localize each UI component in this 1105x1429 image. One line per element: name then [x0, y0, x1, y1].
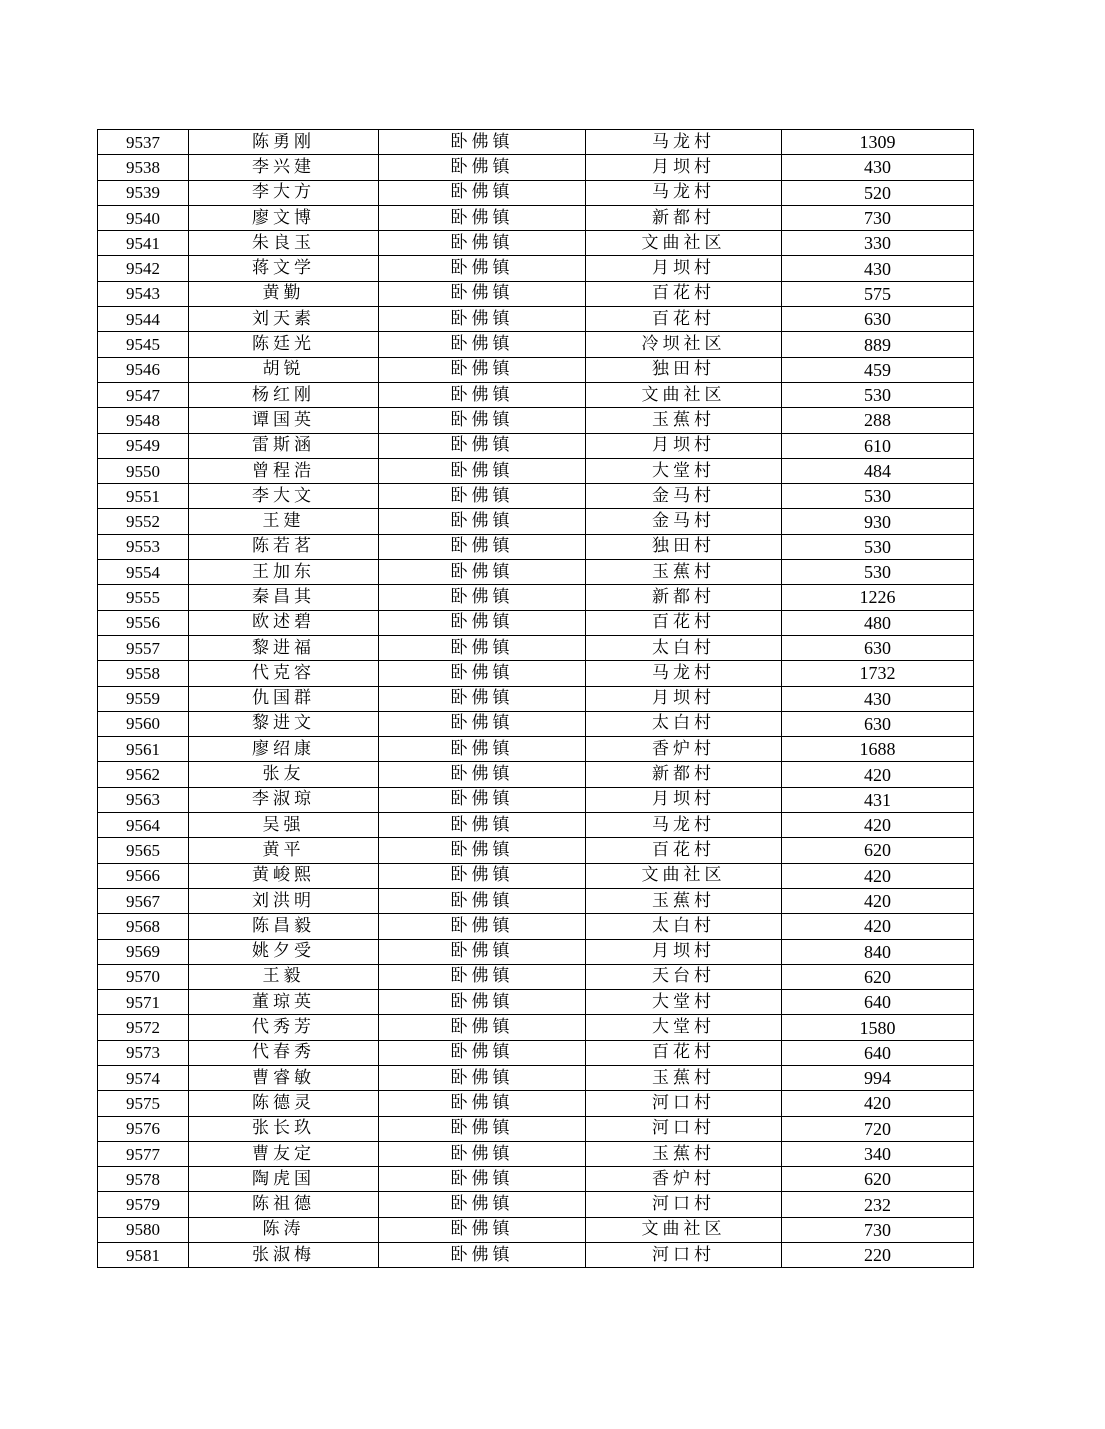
amount-cell: 340 — [782, 1141, 974, 1166]
town-cell: 卧佛镇 — [379, 534, 586, 559]
table-row — [98, 1015, 974, 1040]
town-cell: 卧佛镇 — [379, 307, 586, 332]
name-cell: 李大文 — [189, 484, 379, 509]
row-number-cell: 9557 — [98, 635, 189, 660]
table-row — [98, 256, 974, 281]
village-cell: 独田村 — [586, 357, 782, 382]
town-cell: 卧佛镇 — [379, 1040, 586, 1065]
village-cell: 文曲社区 — [586, 382, 782, 407]
town-cell: 卧佛镇 — [379, 458, 586, 483]
name-cell: 王加东 — [189, 560, 379, 585]
table-row — [98, 610, 974, 635]
row-number-cell: 9556 — [98, 610, 189, 635]
name-cell: 陈德灵 — [189, 1091, 379, 1116]
table-row — [98, 964, 974, 989]
row-number-cell: 9546 — [98, 357, 189, 382]
amount-cell: 431 — [782, 787, 974, 812]
village-cell: 大堂村 — [586, 990, 782, 1015]
town-cell: 卧佛镇 — [379, 737, 586, 762]
table-row — [98, 1116, 974, 1141]
amount-cell: 610 — [782, 433, 974, 458]
amount-cell: 288 — [782, 408, 974, 433]
village-cell: 玉蕉村 — [586, 560, 782, 585]
table-row — [98, 711, 974, 736]
amount-cell: 530 — [782, 382, 974, 407]
town-cell: 卧佛镇 — [379, 231, 586, 256]
town-cell: 卧佛镇 — [379, 686, 586, 711]
row-number-cell: 9539 — [98, 180, 189, 205]
name-cell: 蒋文学 — [189, 256, 379, 281]
table-row — [98, 205, 974, 230]
table-row — [98, 585, 974, 610]
row-number-cell: 9563 — [98, 787, 189, 812]
row-number-cell: 9566 — [98, 863, 189, 888]
row-number-cell: 9537 — [98, 130, 189, 155]
amount-cell: 720 — [782, 1116, 974, 1141]
town-cell: 卧佛镇 — [379, 863, 586, 888]
amount-cell: 630 — [782, 307, 974, 332]
town-cell: 卧佛镇 — [379, 635, 586, 660]
village-cell: 香炉村 — [586, 737, 782, 762]
table-row — [98, 1040, 974, 1065]
row-number-cell: 9568 — [98, 914, 189, 939]
village-cell: 太白村 — [586, 635, 782, 660]
row-number-cell: 9578 — [98, 1167, 189, 1192]
village-cell: 新都村 — [586, 762, 782, 787]
amount-cell: 1309 — [782, 130, 974, 155]
row-number-cell: 9549 — [98, 433, 189, 458]
amount-cell: 430 — [782, 686, 974, 711]
table-row — [98, 130, 974, 155]
table-row — [98, 1091, 974, 1116]
village-cell: 河口村 — [586, 1243, 782, 1268]
town-cell: 卧佛镇 — [379, 964, 586, 989]
table-row — [98, 863, 974, 888]
village-cell: 月坝村 — [586, 256, 782, 281]
amount-cell: 420 — [782, 1091, 974, 1116]
town-cell: 卧佛镇 — [379, 130, 586, 155]
name-cell: 雷斯涵 — [189, 433, 379, 458]
town-cell: 卧佛镇 — [379, 1141, 586, 1166]
name-cell: 陈若茗 — [189, 534, 379, 559]
village-cell: 独田村 — [586, 534, 782, 559]
name-cell: 陈廷光 — [189, 332, 379, 357]
village-cell: 月坝村 — [586, 686, 782, 711]
table-row — [98, 1141, 974, 1166]
table-row — [98, 484, 974, 509]
row-number-cell: 9572 — [98, 1015, 189, 1040]
row-number-cell: 9560 — [98, 711, 189, 736]
table-row — [98, 1065, 974, 1090]
village-cell: 金马村 — [586, 484, 782, 509]
town-cell: 卧佛镇 — [379, 357, 586, 382]
name-cell: 陈昌毅 — [189, 914, 379, 939]
village-cell: 马龙村 — [586, 180, 782, 205]
table-row — [98, 661, 974, 686]
village-cell: 马龙村 — [586, 813, 782, 838]
name-cell: 王毅 — [189, 964, 379, 989]
amount-cell: 530 — [782, 534, 974, 559]
amount-cell: 530 — [782, 560, 974, 585]
row-number-cell: 9571 — [98, 990, 189, 1015]
village-cell: 天台村 — [586, 964, 782, 989]
table-row — [98, 332, 974, 357]
table-row — [98, 357, 974, 382]
row-number-cell: 9548 — [98, 408, 189, 433]
row-number-cell: 9569 — [98, 939, 189, 964]
amount-cell: 520 — [782, 180, 974, 205]
name-cell: 黄勤 — [189, 281, 379, 306]
town-cell: 卧佛镇 — [379, 1091, 586, 1116]
table-row — [98, 686, 974, 711]
amount-cell: 330 — [782, 231, 974, 256]
amount-cell: 1732 — [782, 661, 974, 686]
town-cell: 卧佛镇 — [379, 1192, 586, 1217]
row-number-cell: 9551 — [98, 484, 189, 509]
amount-cell: 420 — [782, 914, 974, 939]
village-cell: 月坝村 — [586, 155, 782, 180]
table-row — [98, 382, 974, 407]
amount-cell: 1688 — [782, 737, 974, 762]
row-number-cell: 9543 — [98, 281, 189, 306]
row-number-cell: 9545 — [98, 332, 189, 357]
row-number-cell: 9542 — [98, 256, 189, 281]
village-cell: 香炉村 — [586, 1167, 782, 1192]
amount-cell: 620 — [782, 964, 974, 989]
village-cell: 冷坝社区 — [586, 332, 782, 357]
amount-cell: 220 — [782, 1243, 974, 1268]
table-row — [98, 560, 974, 585]
amount-cell: 530 — [782, 484, 974, 509]
village-cell: 百花村 — [586, 307, 782, 332]
town-cell: 卧佛镇 — [379, 787, 586, 812]
town-cell: 卧佛镇 — [379, 484, 586, 509]
town-cell: 卧佛镇 — [379, 990, 586, 1015]
row-number-cell: 9580 — [98, 1217, 189, 1242]
row-number-cell: 9540 — [98, 205, 189, 230]
table-row — [98, 737, 974, 762]
amount-cell: 459 — [782, 357, 974, 382]
row-number-cell: 9564 — [98, 813, 189, 838]
name-cell: 仇国群 — [189, 686, 379, 711]
village-cell: 大堂村 — [586, 1015, 782, 1040]
table-row — [98, 990, 974, 1015]
row-number-cell: 9575 — [98, 1091, 189, 1116]
name-cell: 廖绍康 — [189, 737, 379, 762]
name-cell: 黄平 — [189, 838, 379, 863]
town-cell: 卧佛镇 — [379, 838, 586, 863]
amount-cell: 889 — [782, 332, 974, 357]
table-row — [98, 281, 974, 306]
row-number-cell: 9555 — [98, 585, 189, 610]
row-number-cell: 9554 — [98, 560, 189, 585]
village-cell: 河口村 — [586, 1116, 782, 1141]
row-number-cell: 9547 — [98, 382, 189, 407]
table-row — [98, 888, 974, 913]
town-cell: 卧佛镇 — [379, 382, 586, 407]
name-cell: 黄峻熙 — [189, 863, 379, 888]
village-cell: 文曲社区 — [586, 863, 782, 888]
town-cell: 卧佛镇 — [379, 914, 586, 939]
name-cell: 杨红刚 — [189, 382, 379, 407]
name-cell: 秦昌其 — [189, 585, 379, 610]
village-cell: 玉蕉村 — [586, 888, 782, 913]
town-cell: 卧佛镇 — [379, 1015, 586, 1040]
row-number-cell: 9553 — [98, 534, 189, 559]
row-number-cell: 9538 — [98, 155, 189, 180]
town-cell: 卧佛镇 — [379, 408, 586, 433]
town-cell: 卧佛镇 — [379, 610, 586, 635]
village-cell: 玉蕉村 — [586, 408, 782, 433]
village-cell: 新都村 — [586, 585, 782, 610]
amount-cell: 420 — [782, 888, 974, 913]
village-cell: 大堂村 — [586, 458, 782, 483]
village-cell: 百花村 — [586, 1040, 782, 1065]
table-row — [98, 307, 974, 332]
name-cell: 张长玖 — [189, 1116, 379, 1141]
name-cell: 李淑琼 — [189, 787, 379, 812]
name-cell: 张淑梅 — [189, 1243, 379, 1268]
name-cell: 张友 — [189, 762, 379, 787]
name-cell: 刘洪明 — [189, 888, 379, 913]
table-row — [98, 433, 974, 458]
row-number-cell: 9559 — [98, 686, 189, 711]
name-cell: 廖文博 — [189, 205, 379, 230]
row-number-cell: 9550 — [98, 458, 189, 483]
row-number-cell: 9576 — [98, 1116, 189, 1141]
village-cell: 文曲社区 — [586, 1217, 782, 1242]
amount-cell: 620 — [782, 838, 974, 863]
village-cell: 金马村 — [586, 509, 782, 534]
amount-cell: 620 — [782, 1167, 974, 1192]
name-cell: 陈勇刚 — [189, 130, 379, 155]
amount-cell: 430 — [782, 256, 974, 281]
row-number-cell: 9581 — [98, 1243, 189, 1268]
amount-cell: 730 — [782, 1217, 974, 1242]
amount-cell: 640 — [782, 990, 974, 1015]
amount-cell: 480 — [782, 610, 974, 635]
town-cell: 卧佛镇 — [379, 509, 586, 534]
town-cell: 卧佛镇 — [379, 1167, 586, 1192]
village-cell: 新都村 — [586, 205, 782, 230]
village-cell: 太白村 — [586, 711, 782, 736]
row-number-cell: 9574 — [98, 1065, 189, 1090]
name-cell: 胡锐 — [189, 357, 379, 382]
village-cell: 玉蕉村 — [586, 1141, 782, 1166]
table-row — [98, 1192, 974, 1217]
village-cell: 马龙村 — [586, 661, 782, 686]
data-table — [97, 129, 974, 1268]
name-cell: 陈祖德 — [189, 1192, 379, 1217]
amount-cell: 840 — [782, 939, 974, 964]
town-cell: 卧佛镇 — [379, 332, 586, 357]
name-cell: 曹友定 — [189, 1141, 379, 1166]
name-cell: 朱良玉 — [189, 231, 379, 256]
name-cell: 曾程浩 — [189, 458, 379, 483]
village-cell: 太白村 — [586, 914, 782, 939]
amount-cell: 1226 — [782, 585, 974, 610]
name-cell: 欧述碧 — [189, 610, 379, 635]
village-cell: 百花村 — [586, 610, 782, 635]
row-number-cell: 9552 — [98, 509, 189, 534]
amount-cell: 640 — [782, 1040, 974, 1065]
row-number-cell: 9562 — [98, 762, 189, 787]
row-number-cell: 9558 — [98, 661, 189, 686]
town-cell: 卧佛镇 — [379, 1065, 586, 1090]
table-row — [98, 1167, 974, 1192]
row-number-cell: 9544 — [98, 307, 189, 332]
name-cell: 刘天素 — [189, 307, 379, 332]
village-cell: 玉蕉村 — [586, 1065, 782, 1090]
name-cell: 曹睿敏 — [189, 1065, 379, 1090]
amount-cell: 420 — [782, 813, 974, 838]
table-row — [98, 509, 974, 534]
town-cell: 卧佛镇 — [379, 1217, 586, 1242]
row-number-cell: 9577 — [98, 1141, 189, 1166]
town-cell: 卧佛镇 — [379, 155, 586, 180]
amount-cell: 730 — [782, 205, 974, 230]
village-cell: 百花村 — [586, 281, 782, 306]
table-row — [98, 180, 974, 205]
row-number-cell: 9567 — [98, 888, 189, 913]
name-cell: 董琼英 — [189, 990, 379, 1015]
amount-cell: 484 — [782, 458, 974, 483]
town-cell: 卧佛镇 — [379, 1243, 586, 1268]
amount-cell: 630 — [782, 711, 974, 736]
amount-cell: 994 — [782, 1065, 974, 1090]
name-cell: 代春秀 — [189, 1040, 379, 1065]
table-row — [98, 787, 974, 812]
town-cell: 卧佛镇 — [379, 888, 586, 913]
name-cell: 吴强 — [189, 813, 379, 838]
row-number-cell: 9570 — [98, 964, 189, 989]
amount-cell: 1580 — [782, 1015, 974, 1040]
table-row — [98, 838, 974, 863]
row-number-cell: 9579 — [98, 1192, 189, 1217]
table-row — [98, 534, 974, 559]
amount-cell: 630 — [782, 635, 974, 660]
village-cell: 月坝村 — [586, 939, 782, 964]
table-row — [98, 458, 974, 483]
name-cell: 黎进福 — [189, 635, 379, 660]
town-cell: 卧佛镇 — [379, 762, 586, 787]
village-cell: 文曲社区 — [586, 231, 782, 256]
town-cell: 卧佛镇 — [379, 939, 586, 964]
row-number-cell: 9561 — [98, 737, 189, 762]
name-cell: 陈涛 — [189, 1217, 379, 1242]
town-cell: 卧佛镇 — [379, 281, 586, 306]
town-cell: 卧佛镇 — [379, 661, 586, 686]
name-cell: 代克容 — [189, 661, 379, 686]
table-body — [98, 130, 974, 1268]
row-number-cell: 9541 — [98, 231, 189, 256]
town-cell: 卧佛镇 — [379, 560, 586, 585]
name-cell: 陶虎国 — [189, 1167, 379, 1192]
name-cell: 黎进文 — [189, 711, 379, 736]
village-cell: 月坝村 — [586, 787, 782, 812]
amount-cell: 430 — [782, 155, 974, 180]
table-row — [98, 813, 974, 838]
table-row — [98, 231, 974, 256]
village-cell: 河口村 — [586, 1091, 782, 1116]
town-cell: 卧佛镇 — [379, 256, 586, 281]
village-cell: 百花村 — [586, 838, 782, 863]
amount-cell: 420 — [782, 762, 974, 787]
amount-cell: 232 — [782, 1192, 974, 1217]
village-cell: 月坝村 — [586, 433, 782, 458]
table-row — [98, 1217, 974, 1242]
town-cell: 卧佛镇 — [379, 433, 586, 458]
village-cell: 马龙村 — [586, 130, 782, 155]
table-row — [98, 914, 974, 939]
town-cell: 卧佛镇 — [379, 813, 586, 838]
name-cell: 李大方 — [189, 180, 379, 205]
table-row — [98, 408, 974, 433]
row-number-cell: 9573 — [98, 1040, 189, 1065]
table-row — [98, 635, 974, 660]
town-cell: 卧佛镇 — [379, 205, 586, 230]
row-number-cell: 9565 — [98, 838, 189, 863]
town-cell: 卧佛镇 — [379, 180, 586, 205]
table-row — [98, 155, 974, 180]
town-cell: 卧佛镇 — [379, 711, 586, 736]
amount-cell: 575 — [782, 281, 974, 306]
table-row — [98, 939, 974, 964]
town-cell: 卧佛镇 — [379, 1116, 586, 1141]
amount-cell: 930 — [782, 509, 974, 534]
amount-cell: 420 — [782, 863, 974, 888]
name-cell: 李兴建 — [189, 155, 379, 180]
name-cell: 姚夕受 — [189, 939, 379, 964]
town-cell: 卧佛镇 — [379, 585, 586, 610]
name-cell: 王建 — [189, 509, 379, 534]
table-row — [98, 762, 974, 787]
name-cell: 谭国英 — [189, 408, 379, 433]
name-cell: 代秀芳 — [189, 1015, 379, 1040]
village-cell: 河口村 — [586, 1192, 782, 1217]
table-row — [98, 1243, 974, 1268]
